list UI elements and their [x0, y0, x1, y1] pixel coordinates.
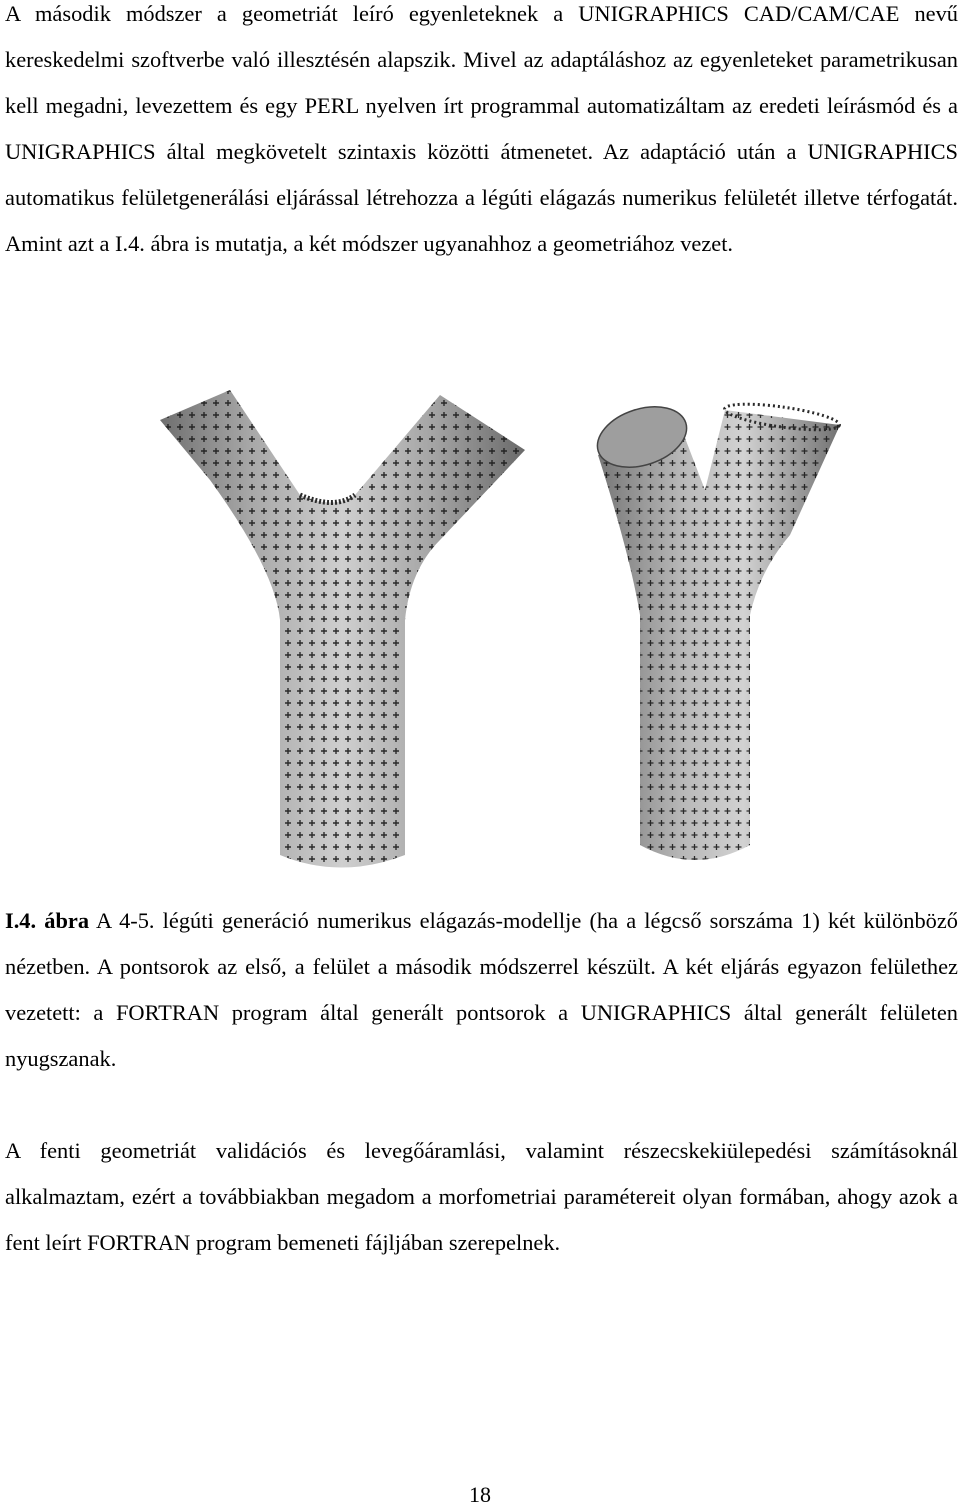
body-paragraph-1: A második módszer a geometriát leíró egyenleteknek a UNIGRAPHICS CAD/CAM/CAE nevű kereskedelmi szoftverbe való illesztésén alapszik. Mivel az adaptáláshoz az egyenleteket parametrikusan kell megadni, levezettem és egy PERL nyelven írt programmal automatizáltam az eredeti leírásmód és a UNIGRAPHICS által megkövetelt szintaxis közötti átmenetet. Az adaptáció után a UNIGRAPHICS automatikus felületgenerálási eljárással létrehozza a légúti elágazás numerikus felületét illetve térfogatát. Amint azt a I.4. ábra is mutatja, a két módszer ugyanahhoz a geometriához vezet.: [5, 1, 958, 256]
bifurcation-figure: [150, 385, 850, 875]
page-number: 18: [469, 1482, 491, 1507]
figure-label: I.4. ábra: [5, 908, 90, 933]
bifurcation-model-side-view: [590, 396, 841, 860]
body-paragraph-2: A fenti geometriát validációs és levegőáramlási, valamint részecskekiülepedési számításoknál alkalmaztam, ezért a továbbiakban megadom a morfometriai paramétereit olyan formában, ahogy azok a fent leírt FORTRAN program bemeneti fájljában szerepelnek.: [5, 1138, 958, 1255]
bifurcation-model-front-view: [160, 390, 525, 868]
figure-caption: [5, 898, 958, 1082]
figure-caption-text: A 4-5. légúti generáció numerikus elágazás-modellje (ha a légcső sorszáma 1) két különböző nézetben. A pontsorok az első, a felület a második módszerrel készült. A két eljárás egyazon felülethez vezetett: a FORTRAN program által generált pontsorok a UNIGRAPHICS által generált felületen nyugszanak.: [5, 908, 958, 1071]
